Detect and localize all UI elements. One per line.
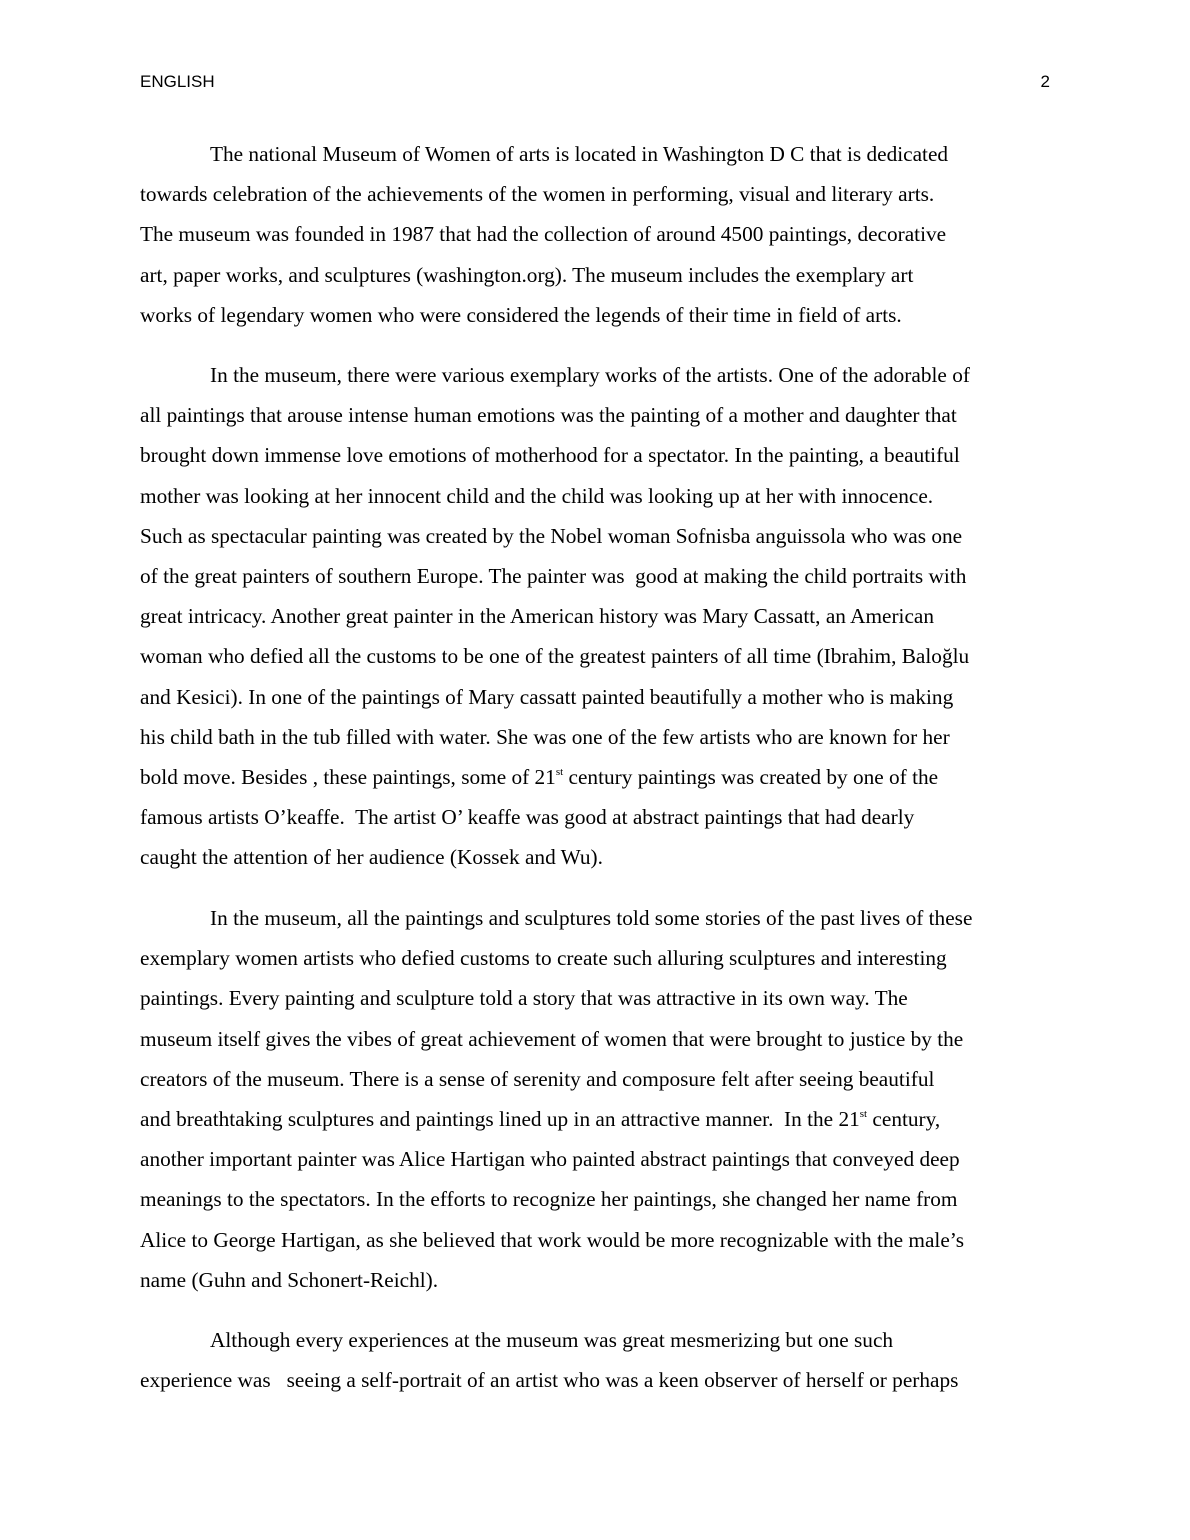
text-line: great intricacy. Another great painter in the American history was Mary Cassatt, an American [140,604,935,629]
text-line: Such as spectacular painting was created by the Nobel woman Sofnisba anguissola who was one [140,523,963,548]
text-line: mother was looking at her innocent child and the child was looking up at her with innocence. [140,483,934,508]
text-line: museum itself gives the vibes of great achievement of women that were brought to justice by the [140,1026,964,1051]
text-line: meanings to the spectators. In the efforts to recognize her paintings, she changed her name from [140,1187,958,1212]
text-line: brought down immense love emotions of motherhood for a spectator. In the painting, a beautiful [140,443,960,468]
text-line: creators of the museum. There is a sense of serenity and composure felt after seeing beautiful [140,1066,935,1091]
text-line: famous artists O’keaffe. The artist O’ keaffe was good at abstract paintings that had dearly [140,805,915,830]
text-line: caught the attention of her audience (Kossek and Wu). [140,845,603,870]
ordinal-superscript: st [555,765,564,778]
text-line: another important painter was Alice Hartigan who painted abstract paintings that conveyed deep [140,1147,960,1172]
text-line: of the great painters of southern Europe. The painter was good at making the child portraits with [140,563,967,588]
ordinal-superscript: st [859,1107,868,1120]
text-line: paintings. Every painting and sculpture told a story that was attractive in its own way. The [140,986,908,1011]
paragraph-2 [140,355,1052,877]
text-line: his child bath in the tub filled with water. She was one of the few artists who are known for her [140,724,950,749]
paragraph-3 [140,898,1052,1300]
text-segment: and breathtaking sculptures and paintings lined up in an attractive manner. In the 21 [140,1106,860,1131]
paragraph-4 [140,1320,1052,1400]
text-line-with-superscript [140,757,1052,797]
text-line: name (Guhn and Schonert-Reichl). [140,1267,439,1292]
text-line: Alice to George Hartigan, as she believed that work would be more recognizable with the male’s [140,1227,964,1252]
page-number: 2 [1040,72,1050,91]
text-segment: century, [867,1106,941,1131]
text-line-with-superscript [140,1099,1052,1139]
text-line: and Kesici). In one of the paintings of Mary cassatt painted beautifully a mother who is making [140,684,954,709]
running-head: ENGLISH [140,72,215,91]
text-segment: bold move. Besides , these paintings, some of 21 [140,764,556,789]
page-header [140,72,1050,94]
text-line: The museum was founded in 1987 that had the collection of around 4500 paintings, decorative [140,222,947,247]
text-line: Although every experiences at the museum was great mesmerizing but one such [210,1328,894,1352]
text-line: exemplary women artists who defied customs to create such alluring sculptures and interesting [140,946,947,971]
text-segment: century paintings was created by one of the [563,764,939,789]
text-line: In the museum, there were various exemplary works of the artists. One of the adorable of [210,363,970,387]
text-line: art, paper works, and sculptures (washington.org). The museum includes the exemplary art [140,262,914,287]
text-line: all paintings that arouse intense human emotions was the painting of a mother and daughter that [140,403,957,428]
text-line: woman who defied all the customs to be one of the greatest painters of all time (Ibrahim, Baloğlu [140,644,970,669]
text-line: works of legendary women who were considered the legends of their time in field of arts. [140,302,902,327]
text-line: experience was seeing a self-portrait of an artist who was a keen observer of herself or perhaps [140,1368,959,1393]
text-line: In the museum, all the paintings and sculptures told some stories of the past lives of these [210,906,973,930]
paragraph-1 [140,134,1052,335]
text-line: towards celebration of the achievements of the women in performing, visual and literary arts. [140,182,935,207]
text-line: The national Museum of Women of arts is located in Washington D C that is dedicated [210,142,949,166]
